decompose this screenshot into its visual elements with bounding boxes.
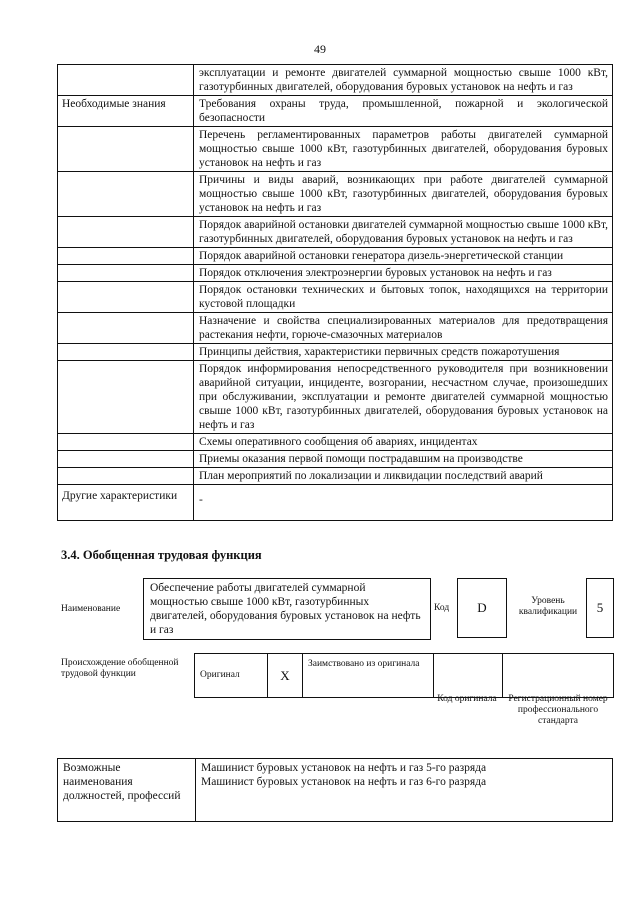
knowledge-row: [58, 96, 613, 127]
knowledge-row-value: Приемы оказания первой помощи пострадавшим на производстве: [194, 451, 613, 468]
knowledge-row-label: [58, 434, 194, 451]
knowledge-row-label: [58, 217, 194, 248]
knowledge-row-label: [58, 265, 194, 282]
knowledge-row: [58, 65, 613, 96]
origin-table: [194, 653, 614, 698]
knowledge-row-label: [58, 344, 194, 361]
knowledge-row-value: Назначение и свойства специализированных материалов для предотвращения растекания нефти, горюче-смазочных материалов: [194, 313, 613, 344]
position-item: Машинист буровых установок на нефть и газ 5-го разряда: [201, 762, 487, 774]
knowledge-row-label: [58, 361, 194, 434]
reg-number-cell: [503, 654, 614, 698]
other-characteristics-value: -: [194, 485, 613, 521]
knowledge-row: [58, 451, 613, 468]
knowledge-row-value: эксплуатации и ремонте двигателей суммарной мощностью свыше 1000 кВт, газотурбинных двигателей, оборудования буровых установок на нефть и газ: [194, 65, 613, 96]
knowledge-row-value: Порядок аварийной остановки генератора дизель-энергетической станции: [194, 248, 613, 265]
knowledge-row-value: Требования охраны труда, промышленной, пожарной и экологической безопасности: [194, 96, 613, 127]
knowledge-row-label: [58, 127, 194, 172]
knowledge-row-label: [58, 172, 194, 217]
original-mark: X: [268, 654, 303, 698]
possible-positions-table: [57, 758, 613, 822]
knowledge-row-label: [58, 248, 194, 265]
knowledge-row-value: Порядок аварийной остановки двигателей суммарной мощностью свыше 1000 кВт, газотурбинных двигателей, оборудования буровых установок на нефть и газ: [194, 217, 613, 248]
knowledge-row: [58, 361, 613, 434]
knowledge-row: [58, 468, 613, 485]
name-label: Наименование: [61, 604, 121, 614]
knowledge-row: [58, 344, 613, 361]
other-characteristics-row: [58, 485, 613, 521]
knowledge-row-value: Принципы действия, характеристики первичных средств пожаротушения: [194, 344, 613, 361]
code-value-box: D: [457, 578, 507, 638]
knowledge-row: [58, 282, 613, 313]
knowledge-row: [58, 434, 613, 451]
code-original-label: Код оригинала: [437, 694, 497, 704]
origin-label: Происхождение обобщенной трудовой функции: [61, 658, 179, 679]
knowledge-row-label: [58, 65, 194, 96]
other-characteristics-label: Другие характеристики: [58, 485, 194, 521]
knowledge-row-label: [58, 313, 194, 344]
positions-list: [196, 759, 613, 822]
knowledge-row: [58, 127, 613, 172]
knowledge-row-label: [58, 282, 194, 313]
knowledge-row-value: Порядок отключения электроэнергии буровых установок на нефть и газ: [194, 265, 613, 282]
knowledge-row-value: Схемы оперативного сообщения об авариях, инцидентах: [194, 434, 613, 451]
function-name-box: Обеспечение работы двигателей суммарной мощностью свыше 1000 кВт, газотурбинных двигателей, оборудования буровых установок на нефть и газ: [143, 578, 431, 640]
code-label: Код: [434, 603, 450, 613]
registration-number-label: Регистрационный номер профессионального стандарта: [508, 694, 608, 726]
knowledge-row: [58, 313, 613, 344]
knowledge-row-label: [58, 468, 194, 485]
knowledge-row: [58, 172, 613, 217]
knowledge-row-value: Причины и виды аварий, возникающих при работе двигателей суммарной мощностью свыше 1000 кВт, газотурбинных двигателей, оборудования буровых установок на нефть и газ: [194, 172, 613, 217]
knowledge-row-value: Перечень регламентированных параметров работы двигателей суммарной мощностью свыше 1000 кВт, газотурбинных двигателей, оборудования буровых установок на нефть и газ: [194, 127, 613, 172]
original-label: Оригинал: [195, 654, 268, 698]
page-number: 49: [314, 42, 326, 56]
knowledge-row-label: Необходимые знания: [58, 96, 194, 127]
knowledge-row: [58, 248, 613, 265]
required-knowledge-table: [57, 64, 613, 521]
knowledge-row: [58, 217, 613, 248]
borrowed-label: Заимствовано из оригинала: [303, 654, 434, 698]
position-item: Машинист буровых установок на нефть и газ 6-го разряда: [201, 776, 487, 788]
positions-label: Возможные наименования должностей, профессий: [58, 759, 196, 822]
section-heading: 3.4. Обобщенная трудовая функция: [61, 548, 262, 562]
knowledge-row-value: План мероприятий по локализации и ликвидации последствий аварий: [194, 468, 613, 485]
knowledge-row-label: [58, 451, 194, 468]
knowledge-row-value: Порядок остановки технических и бытовых топок, находящихся на территории кустовой площадки: [194, 282, 613, 313]
knowledge-row-value: Порядок информирования непосредственного руководителя при возникновении аварийной ситуации, инциденте, возгорании, несчастном случае, произошедших при обслуживании, эксплуатации и ремонте двигателей суммарной мощностью свыше 1000 кВт, газотурбинных двигателей, оборудования буровых установок на нефть и газ: [194, 361, 613, 434]
qualification-level-label: Уровень квалификации: [518, 596, 578, 617]
knowledge-row: [58, 265, 613, 282]
code-original-cell: [434, 654, 503, 698]
qualification-level-box: 5: [586, 578, 614, 638]
